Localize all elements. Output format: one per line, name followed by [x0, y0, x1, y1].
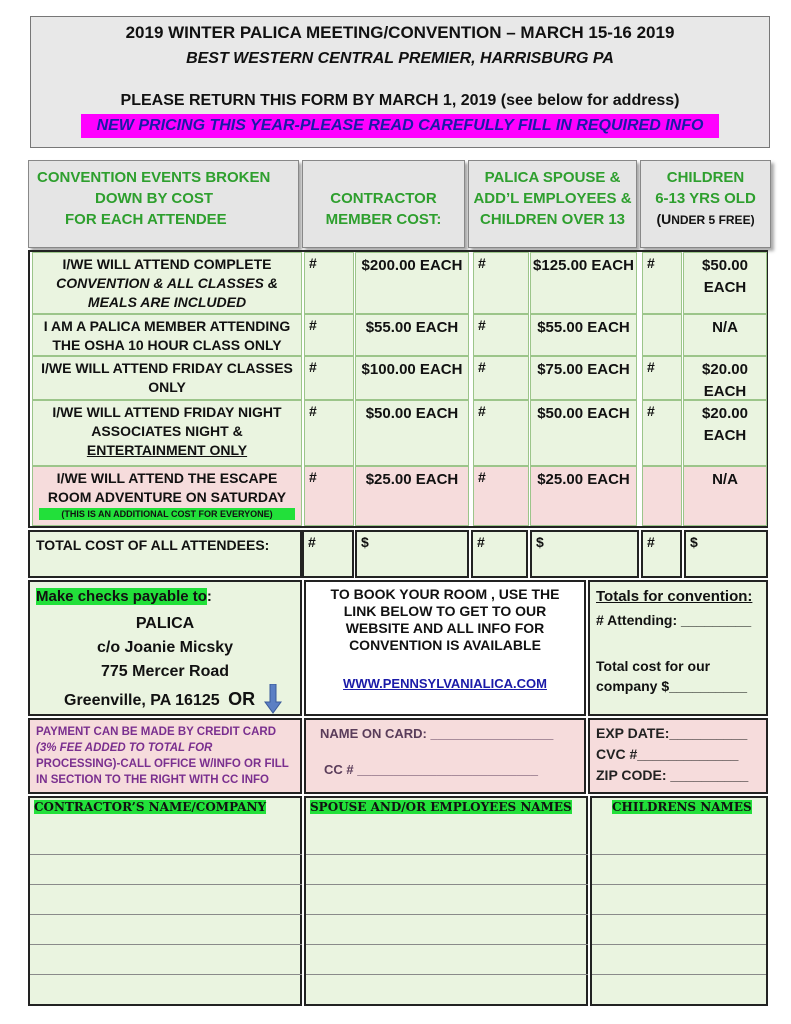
hash-cell[interactable]: #: [304, 466, 354, 526]
form-title: 2019 WINTER PALICA MEETING/CONVENTION – MARCH 15-16 2019: [125, 23, 675, 42]
checks-title: Make checks payable to: [36, 588, 207, 605]
payee-city: Greenville, PA 16125: [64, 692, 220, 709]
name-entry-line[interactable]: [592, 915, 766, 945]
contractor-names-title: CONTRACTOR’S NAME/COMPANY: [34, 800, 267, 814]
name-entry-line[interactable]: [306, 825, 588, 855]
hash-cell[interactable]: #: [304, 400, 354, 466]
name-entry-line[interactable]: [30, 885, 302, 915]
website-link[interactable]: WWW.PENNSYLVANIALICA.COM: [343, 676, 547, 691]
price-cell: N/A: [683, 466, 767, 526]
row-complete-convention: I/WE WILL ATTEND COMPLETE CONVENTION & ALL CLASSES & MEALS ARE INCLUDED: [32, 252, 302, 314]
total-dollar-spouse[interactable]: $: [530, 530, 639, 578]
price-cell: $100.00 EACH: [355, 356, 469, 400]
return-by: PLEASE RETURN THIS FORM BY MARCH 1, 2019 (see below for address): [120, 92, 680, 109]
name-entry-line[interactable]: [30, 825, 302, 855]
row-osha-class: I AM A PALICA MEMBER ATTENDING THE OSHA 10 HOUR CLASS ONLY: [32, 314, 302, 356]
empty-cell: [642, 466, 682, 526]
total-hash-spouse[interactable]: #: [471, 530, 528, 578]
name-on-card-field[interactable]: NAME ON CARD: _________________: [320, 726, 554, 741]
form-header: [30, 16, 770, 148]
card-details-box: [588, 718, 768, 794]
empty-cell: [642, 314, 682, 356]
price-cell: $75.00 EACH: [530, 356, 637, 400]
name-entry-line[interactable]: [592, 885, 766, 915]
price-cell: $125.00 EACH: [530, 252, 637, 314]
price-cell: $20.00 EACH: [683, 400, 767, 466]
or-label: OR: [228, 689, 256, 709]
card-fields-box: [304, 718, 586, 794]
price-cell: $55.00 EACH: [530, 314, 637, 356]
name-entry-line[interactable]: [306, 885, 588, 915]
checks-payable-box: Make checks payable to: PALICA c/o Joanie Micsky 775 Mercer Road Greenville, PA 16125 OR: [28, 580, 302, 716]
events-column-header: CONVENTION EVENTS BROKEN DOWN BY COST FOR EACH ATTENDEE: [28, 160, 299, 248]
name-entry-line[interactable]: [592, 855, 766, 885]
hash-cell[interactable]: #: [304, 314, 354, 356]
hash-cell[interactable]: #: [473, 466, 529, 526]
exp-date-field[interactable]: EXP DATE:__________: [596, 725, 748, 741]
payee-street: 775 Mercer Road: [100, 663, 230, 680]
total-cost-label: TOTAL COST OF ALL ATTENDEES:: [28, 530, 302, 578]
total-hash-children[interactable]: #: [641, 530, 682, 578]
venue: BEST WESTERN CENTRAL PREMIER, HARRISBURG PA: [186, 50, 614, 67]
new-pricing-banner: NEW PRICING THIS YEAR-PLEASE READ CAREFULLY FILL IN REQUIRED INFO: [81, 114, 719, 138]
spouse-names-title: SPOUSE AND/OR EMPLOYEES NAMES: [310, 800, 572, 814]
hash-cell[interactable]: #: [473, 356, 529, 400]
price-cell: $50.00 EACH: [355, 400, 469, 466]
hash-cell[interactable]: #: [642, 356, 682, 400]
price-cell: $20.00 EACH: [683, 356, 767, 400]
name-entry-rows: [30, 825, 766, 1005]
name-entry-line[interactable]: [592, 825, 766, 855]
children-names-title: CHILDRENS NAMES: [612, 800, 752, 814]
price-cell: $50.00 EACH: [683, 252, 767, 314]
payee-care-of: c/o Joanie Micsky: [96, 639, 234, 656]
price-cell: $25.00 EACH: [530, 466, 637, 526]
price-cell: N/A: [683, 314, 767, 356]
total-dollar-children[interactable]: $: [684, 530, 768, 578]
price-cell: $200.00 EACH: [355, 252, 469, 314]
name-entry-line[interactable]: [30, 945, 302, 975]
totals-box: [588, 580, 768, 716]
name-entry-line[interactable]: [306, 855, 588, 885]
hash-cell[interactable]: #: [473, 314, 529, 356]
name-entry-line[interactable]: [306, 945, 588, 975]
totals-title: Totals for convention:: [596, 588, 753, 605]
price-cell: $50.00 EACH: [530, 400, 637, 466]
spouse-column-header: PALICA SPOUSE & ADD’L EMPLOYEES & CHILDREN OVER 13: [468, 160, 637, 248]
hash-cell[interactable]: #: [304, 356, 354, 400]
additional-cost-note: (THIS IS AN ADDITIONAL COST FOR EVERYONE): [39, 508, 295, 520]
name-entry-line[interactable]: [592, 945, 766, 975]
hash-cell[interactable]: #: [642, 252, 682, 314]
name-entry-line[interactable]: [30, 915, 302, 945]
total-dollar-contractor[interactable]: $: [355, 530, 469, 578]
cvc-field[interactable]: CVC #_____________: [596, 746, 739, 762]
children-column-header: CHILDREN 6-13 YRS OLD (UNDER 5 FREE): [640, 160, 771, 248]
arrow-down-icon: [264, 684, 282, 714]
row-friday-night: I/WE WILL ATTEND FRIDAY NIGHT ASSOCIATES NIGHT & ENTERTAINMENT ONLY: [32, 400, 302, 466]
zip-code-field[interactable]: ZIP CODE: __________: [596, 767, 749, 783]
price-cell: $25.00 EACH: [355, 466, 469, 526]
price-cell: $55.00 EACH: [355, 314, 469, 356]
hash-cell[interactable]: #: [642, 400, 682, 466]
credit-card-info: PAYMENT CAN BE MADE BY CREDIT CARD (3% FEE ADDED TO TOTAL FOR PROCESSING)-CALL OFFICE W/INFO OR FILL IN SECTION TO THE RIGHT WITH CC INFO: [28, 718, 302, 794]
booking-box: TO BOOK YOUR ROOM , USE THE LINK BELOW TO GET TO OUR WEBSITE AND ALL INFO FOR CONVENTION IS AVAILABLE WWW.PENNSYLVANIALICA.COM: [304, 580, 586, 716]
contractor-column-header: CONTRACTOR MEMBER COST:: [302, 160, 465, 248]
attending-field[interactable]: # Attending: _________: [596, 612, 752, 628]
total-cost-field[interactable]: Total cost for our company $__________: [596, 658, 747, 694]
name-entry-line[interactable]: [30, 855, 302, 885]
name-entry-line[interactable]: [306, 915, 588, 945]
hash-cell[interactable]: #: [304, 252, 354, 314]
payee-name: PALICA: [135, 615, 195, 632]
row-escape-room: I/WE WILL ATTEND THE ESCAPE ROOM ADVENTURE ON SATURDAY (THIS IS AN ADDITIONAL COST FOR EVERYONE): [32, 466, 302, 526]
total-hash-contractor[interactable]: #: [302, 530, 354, 578]
hash-cell[interactable]: #: [473, 400, 529, 466]
cc-number-field[interactable]: CC # _________________________: [324, 762, 538, 777]
hash-cell[interactable]: #: [473, 252, 529, 314]
row-friday-classes: I/WE WILL ATTEND FRIDAY CLASSES ONLY: [32, 356, 302, 400]
